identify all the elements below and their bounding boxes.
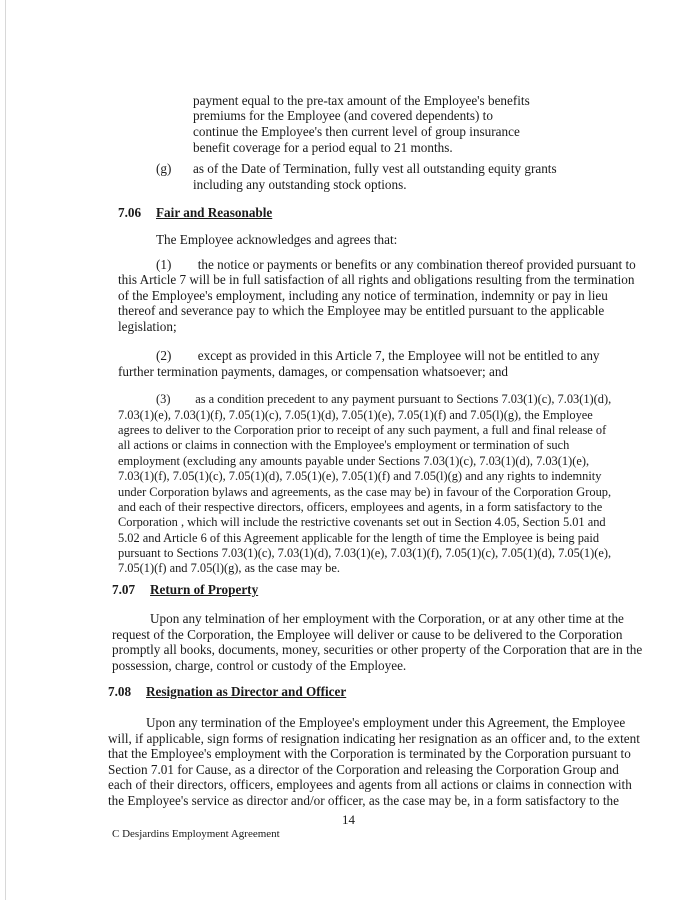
text-line: (3) as a condition precedent to any payment pursuant to Sections 7.03(1)(c), 7.03(1)(d), <box>156 392 612 406</box>
text-line: this Article 7 will be in full satisfaction of all rights and obligations resulting from the termination <box>118 272 635 287</box>
text-line: as of the Date of Termination, fully vest all outstanding equity grants <box>193 161 557 176</box>
text-line: (2) except as provided in this Article 7, the Employee will not be entitled to any <box>156 348 600 363</box>
text-line: under Corporation bylaws and agreements, as the case may be) in favour of the Corporation Group, <box>118 485 612 499</box>
text-line: that the Employee's employment with the Corporation is terminated by the Corporation pursuant to <box>108 746 631 761</box>
text-line: benefit coverage for a period equal to 21 months. <box>193 140 453 155</box>
text-line: Corporation , which will include the restrictive covenants set out in Section 4.05, Section 5.01 and <box>118 515 606 529</box>
section-number: 7.07 <box>112 582 136 597</box>
text-line: premiums for the Employee (and covered dependents) to <box>193 108 493 123</box>
section-title: Return of Property <box>150 582 259 597</box>
text-line: agrees to deliver to the Corporation prior to receipt of any such payment, a full and final release of <box>118 423 607 437</box>
text-line: the Employee's service as director and/or officer, as the case may be, in a form satisfactory to the <box>108 793 619 808</box>
section-heading-7-08 <box>108 684 347 700</box>
text-line: of the Employee's employment, including any notice of termination, indemnity or pay in lieu <box>118 288 608 303</box>
text-line: pursuant to Sections 7.03(1)(c), 7.03(1)(d), 7.03(1)(e), 7.03(1)(f), 7.05(1)(c), 7.05(1)(d), 7.05(1)(e), <box>118 546 612 560</box>
text-line: 5.02 and Article 6 of this Agreement applicable for the length of time the Employee is being paid <box>118 531 600 545</box>
text-line: continue the Employee's then current level of group insurance <box>193 124 520 139</box>
text-line: 7.03(1)(f), 7.05(1)(c), 7.05(1)(d), 7.05(1)(e), 7.05(1)(f) and 7.05(l)(g) and any rights to indemnity <box>118 469 602 483</box>
section-title: Fair and Reasonable <box>156 205 273 220</box>
section-title: Resignation as Director and Officer <box>146 684 347 699</box>
text-line: possession, charge, control or custody of the Employee. <box>112 658 407 673</box>
text-line: (1) the notice or payments or benefits or any combination thereof provided pursuant to <box>156 257 636 272</box>
text-line: all actions or claims in connection with the Employee's employment or termination of such <box>118 438 570 452</box>
section-number: 7.06 <box>118 205 142 220</box>
text-line: each of their directors, officers, employees and agents from all actions or claims in connection with <box>108 777 632 792</box>
section-number: 7.08 <box>108 684 132 699</box>
text-line: promptly all books, documents, money, securities or other property of the Corporation that are in the <box>112 642 643 657</box>
text-line: will, if applicable, sign forms of resignation indicating her resignation as an officer and, to the extent <box>108 731 640 746</box>
section-heading-7-06 <box>118 205 273 221</box>
scan-edge-line <box>5 0 6 900</box>
text-line: and each of their respective directors, officers, employees and agents, in a form satisfactory to the <box>118 500 603 514</box>
section-intro: The Employee acknowledges and agrees that: <box>156 232 398 247</box>
text-line: employment (excluding any amounts payable under Sections 7.03(1)(c), 7.03(1)(d), 7.03(1)(e), <box>118 454 590 468</box>
text-line: further termination payments, damages, or compensation whatsoever; and <box>118 364 509 379</box>
text-line: payment equal to the pre-tax amount of the Employee's benefits <box>193 93 530 108</box>
text-line: 7.05(1)(f) and 7.05(l)(g), as the case may be. <box>118 561 340 575</box>
section-heading-7-07 <box>112 582 259 598</box>
text-line: including any outstanding stock options. <box>193 177 407 192</box>
document-footer-name: C Desjardins Employment Agreement <box>112 828 280 840</box>
page-number: 14 <box>342 812 355 827</box>
text-line: thereof and severance pay to which the Employee may be entitled pursuant to the applicable <box>118 303 605 318</box>
text-line: Upon any termination of the Employee's employment under this Agreement, the Employee <box>146 715 626 730</box>
text-line: request of the Corporation, the Employee will deliver or cause to be delivered to the Corporation <box>112 627 623 642</box>
item-label: (g) <box>156 161 172 176</box>
text-line: 7.03(1)(e), 7.03(1)(f), 7.05(1)(c), 7.05(1)(d), 7.05(1)(e), 7.05(1)(f) and 7.05(l)(g), the Employee <box>118 408 593 422</box>
text-line: Upon any telmination of her employment with the Corporation, or at any other time at the <box>150 611 624 626</box>
text-line: legislation; <box>118 319 177 334</box>
text-line: Section 7.01 for Cause, as a director of the Corporation and releasing the Corporation Group and <box>108 762 619 777</box>
